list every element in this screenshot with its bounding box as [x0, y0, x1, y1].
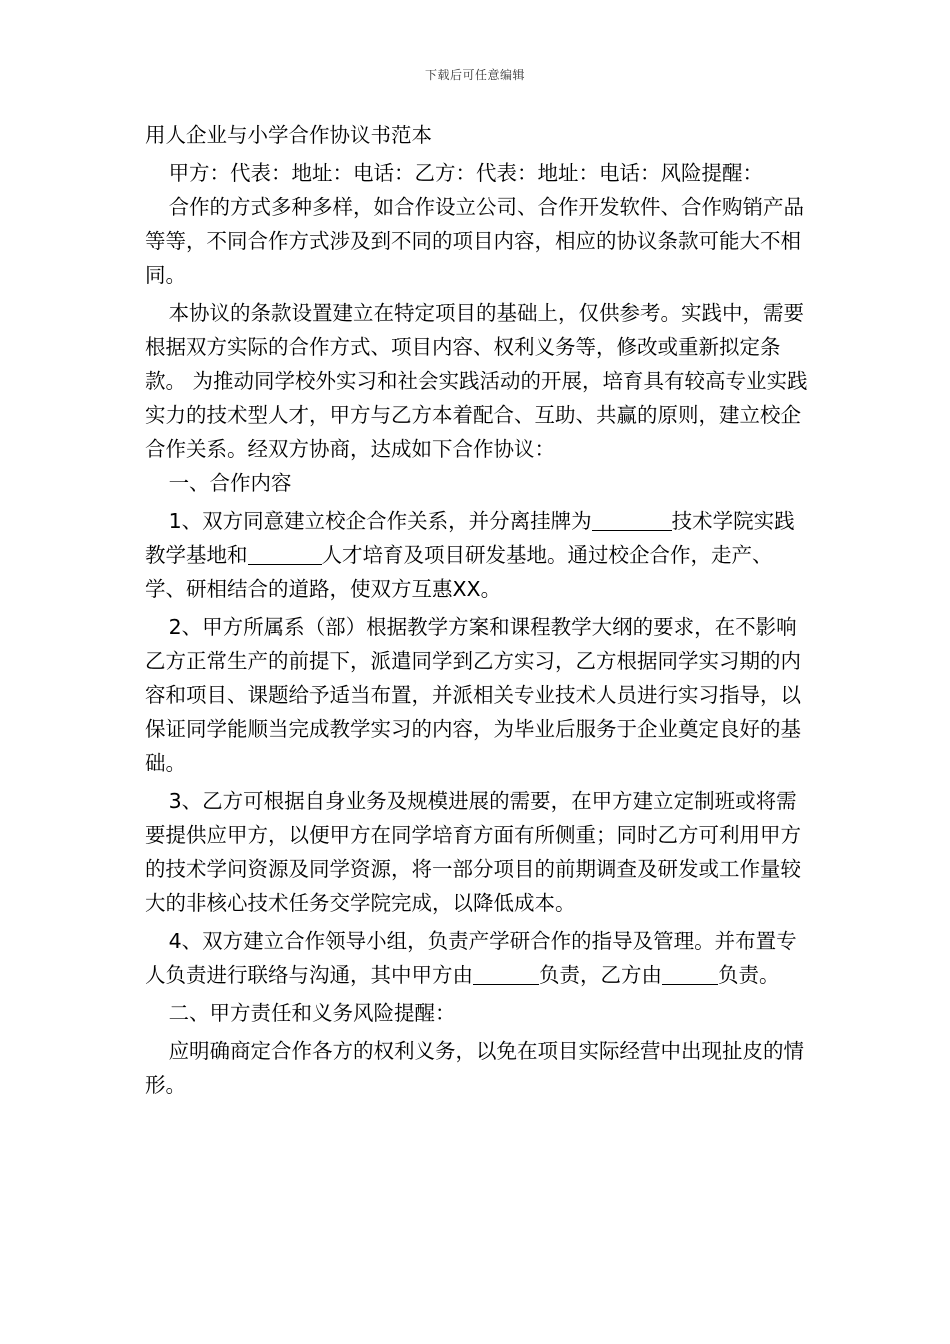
- clause-1-text-a: 1、双方同意建立校企合作关系，并分离挂牌为: [168, 509, 592, 533]
- clause-1-text-b: 技术学院实践教学基地和: [145, 509, 795, 567]
- parties-line: 甲方：代表：地址：电话：乙方：代表：地址：电话：风险提醒：: [168, 161, 764, 185]
- clause-4-text-c: 负责。: [718, 963, 780, 987]
- reference-paragraph: 本协议的条款设置建立在特定项目的基础上，仅供参考。实践中，需要根据双方实际的合作方式、项目内容、权利义务等，修改或重新拟定条款。 为推动同学校外实习和社会实践活动的开展，培育具有较高专业实践实力的技术型人才，甲方与乙方本着配合、互助、共赢的原则，建立校企合作关系。经双方协商，达成如下合作协议：: [145, 301, 808, 461]
- page-header-note: 下载后可任意编辑: [424, 68, 525, 82]
- clause-2: 2、甲方所属系（部）根据教学方案和课程教学大纲的要求，在不影响乙方正常生产的前提下，派遣同学到乙方实习，乙方根据同学实习期的内容和项目、课题给予适当布置，并派相关专业技术人员进行实习指导，以保证同学能顺当完成教学实习的内容，为毕业后服务于企业奠定良好的基础。: [145, 615, 801, 775]
- final-paragraph: 应明确商定合作各方的权利义务，以免在项目实际经营中出现扯皮的情形。: [145, 1039, 805, 1097]
- blank-line-party-a[interactable]: [473, 962, 539, 985]
- clause-4-text-b: 负责，乙方由: [539, 963, 662, 987]
- clause-4-text-a: 4、双方建立合作领导小组，负责产学研合作的指导及管理。并布置专人负责进行联络与沟通，其中甲方由: [145, 929, 797, 987]
- blank-line-college[interactable]: [592, 508, 672, 531]
- section-heading-duties: 二、甲方责任和义务风险提醒：: [168, 1001, 456, 1025]
- blank-line-party-b[interactable]: [662, 962, 718, 985]
- clause-4: [145, 924, 810, 992]
- clause-1-text-c: 人才培育及项目研发基地。通过校企合作，走产、学、研相结合的道路，使双方互惠XX。: [145, 543, 773, 601]
- blank-line-base[interactable]: [248, 542, 322, 565]
- clause-3: 3、乙方可根据自身业务及规模进展的需要，在甲方建立定制班或将需要提供应甲方，以便甲方在同学培育方面有所侧重；同时乙方可利用甲方的技术学问资源及同学资源，将一部分项目的前期调查及研发或工作量较大的非核心技术任务交学院完成，以降低成本。: [145, 789, 801, 915]
- risk-paragraph: 合作的方式多种多样，如合作设立公司、合作开发软件、合作购销产品等等，不同合作方式涉及到不同的项目内容，相应的协议条款可能大不相同。: [145, 195, 805, 287]
- document-title: 用人企业与小学合作协议书范本: [145, 123, 432, 147]
- document-body: [145, 118, 810, 1102]
- clause-1: [145, 504, 810, 606]
- section-heading-cooperation: 一、合作内容: [168, 471, 292, 495]
